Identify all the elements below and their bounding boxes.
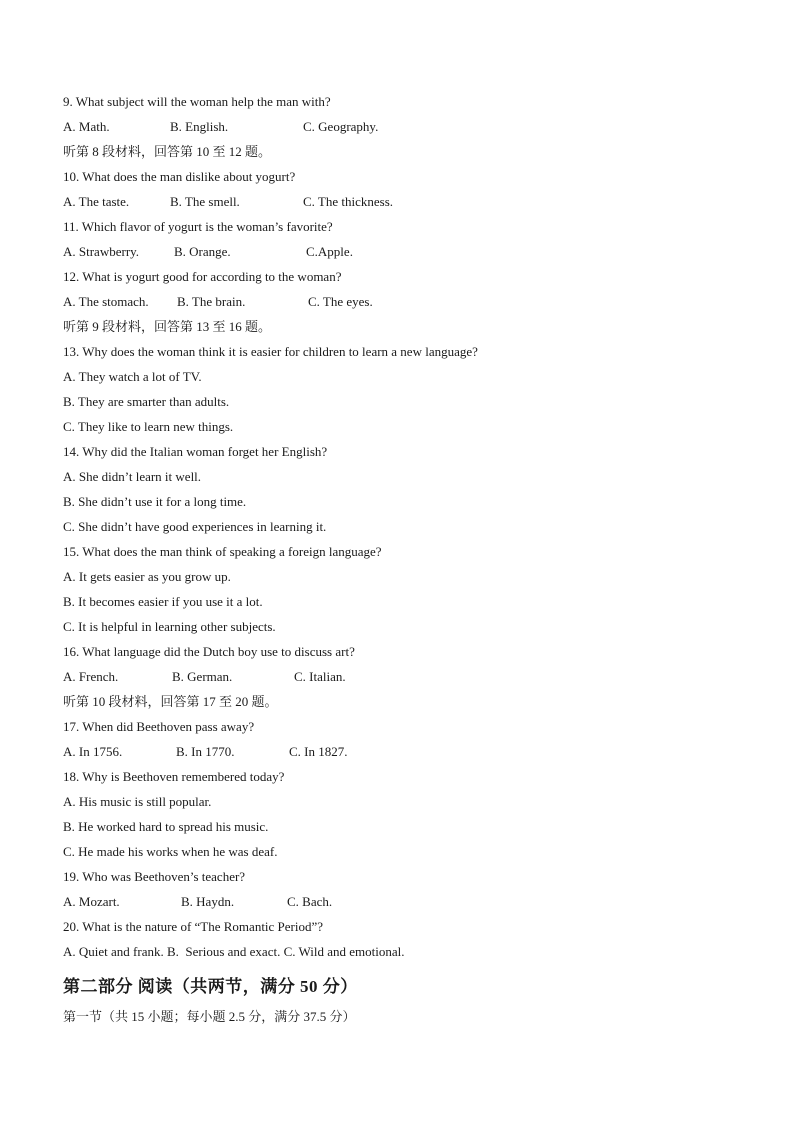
instruction-passage-8: 听第 8 段材料，回答第 10 至 12 题。 [63, 144, 272, 159]
option-a: A. The taste. [63, 194, 130, 209]
question-14-option-c: C. She didn’t have good experiences in learning it. [63, 519, 327, 534]
question-14: 14. Why did the Italian woman forget her English? [63, 444, 328, 459]
instruction-passage-9: 听第 9 段材料，回答第 13 至 16 题。 [63, 319, 272, 334]
question-15-option-a: A. It gets easier as you grow up. [63, 569, 231, 584]
question-16-options [63, 664, 743, 689]
question-11-options [63, 239, 743, 264]
question-13-option-c: C. They like to learn new things. [63, 419, 234, 434]
option-c: C.Apple. [306, 244, 353, 259]
option-a: A. Strawberry. [63, 244, 140, 259]
option-a: A. French. [63, 669, 119, 684]
question-17: 17. When did Beethoven pass away? [63, 719, 255, 734]
question-16: 16. What language did the Dutch boy use to discuss art? [63, 644, 355, 659]
option-b: B. In 1770. [176, 744, 235, 759]
question-18-option-c: C. He made his works when he was deaf. [63, 844, 278, 859]
question-19-options [63, 889, 743, 914]
question-17-options [63, 739, 743, 764]
option-c: C. Bach. [287, 894, 333, 909]
question-13-option-a: A. They watch a lot of TV. [63, 369, 202, 384]
question-18-option-b: B. He worked hard to spread his music. [63, 819, 269, 834]
option-a: A. Mozart. [63, 894, 120, 909]
instruction-passage-10: 听第 10 段材料，回答第 17 至 20 题。 [63, 694, 278, 709]
question-13: 13. Why does the woman think it is easier for children to learn a new language? [63, 344, 478, 359]
option-a: A. The stomach. [63, 294, 149, 309]
question-12-options [63, 289, 743, 314]
question-10-options [63, 189, 743, 214]
question-15: 15. What does the man think of speaking a foreign language? [63, 544, 382, 559]
question-11: 11. Which flavor of yogurt is the woman’s favorite? [63, 219, 333, 234]
question-14-option-b: B. She didn’t use it for a long time. [63, 494, 247, 509]
option-b: B. The brain. [177, 294, 246, 309]
question-13-option-b: B. They are smarter than adults. [63, 394, 230, 409]
question-20-options: A. Quiet and frank. B. Serious and exact. C. Wild and emotional. [63, 944, 405, 959]
question-15-option-b: B. It becomes easier if you use it a lot. [63, 594, 263, 609]
question-12: 12. What is yogurt good for according to the woman? [63, 269, 342, 284]
question-15-option-c: C. It is helpful in learning other subjects. [63, 619, 276, 634]
question-19: 19. Who was Beethoven’s teacher? [63, 869, 246, 884]
option-a: A. Math. [63, 119, 110, 134]
option-b: B. Orange. [174, 244, 231, 259]
option-b: B. German. [172, 669, 233, 684]
option-c: C. Italian. [294, 669, 346, 684]
part-two-title: 第二部分 阅读（共两节，满分 50 分） [63, 977, 358, 996]
option-a: A. In 1756. [63, 744, 123, 759]
question-18: 18. Why is Beethoven remembered today? [63, 769, 285, 784]
question-20: 20. What is the nature of “The Romantic Period”? [63, 919, 324, 934]
option-b: B. Haydn. [181, 894, 235, 909]
option-c: C. The thickness. [303, 194, 394, 209]
question-9-options [63, 114, 743, 139]
question-18-option-a: A. His music is still popular. [63, 794, 212, 809]
question-10: 10. What does the man dislike about yogurt? [63, 169, 296, 184]
question-9: 9. What subject will the woman help the man with? [63, 94, 331, 109]
option-c: C. In 1827. [289, 744, 348, 759]
document-content [63, 89, 743, 1031]
part-two-section-one: 第一节（共 15 小题；每小题 2.5 分，满分 37.5 分） [63, 1009, 356, 1024]
option-c: C. Geography. [303, 119, 379, 134]
option-c: C. The eyes. [308, 294, 373, 309]
option-b: B. English. [170, 119, 229, 134]
option-b: B. The smell. [170, 194, 240, 209]
question-14-option-a: A. She didn’t learn it well. [63, 469, 202, 484]
